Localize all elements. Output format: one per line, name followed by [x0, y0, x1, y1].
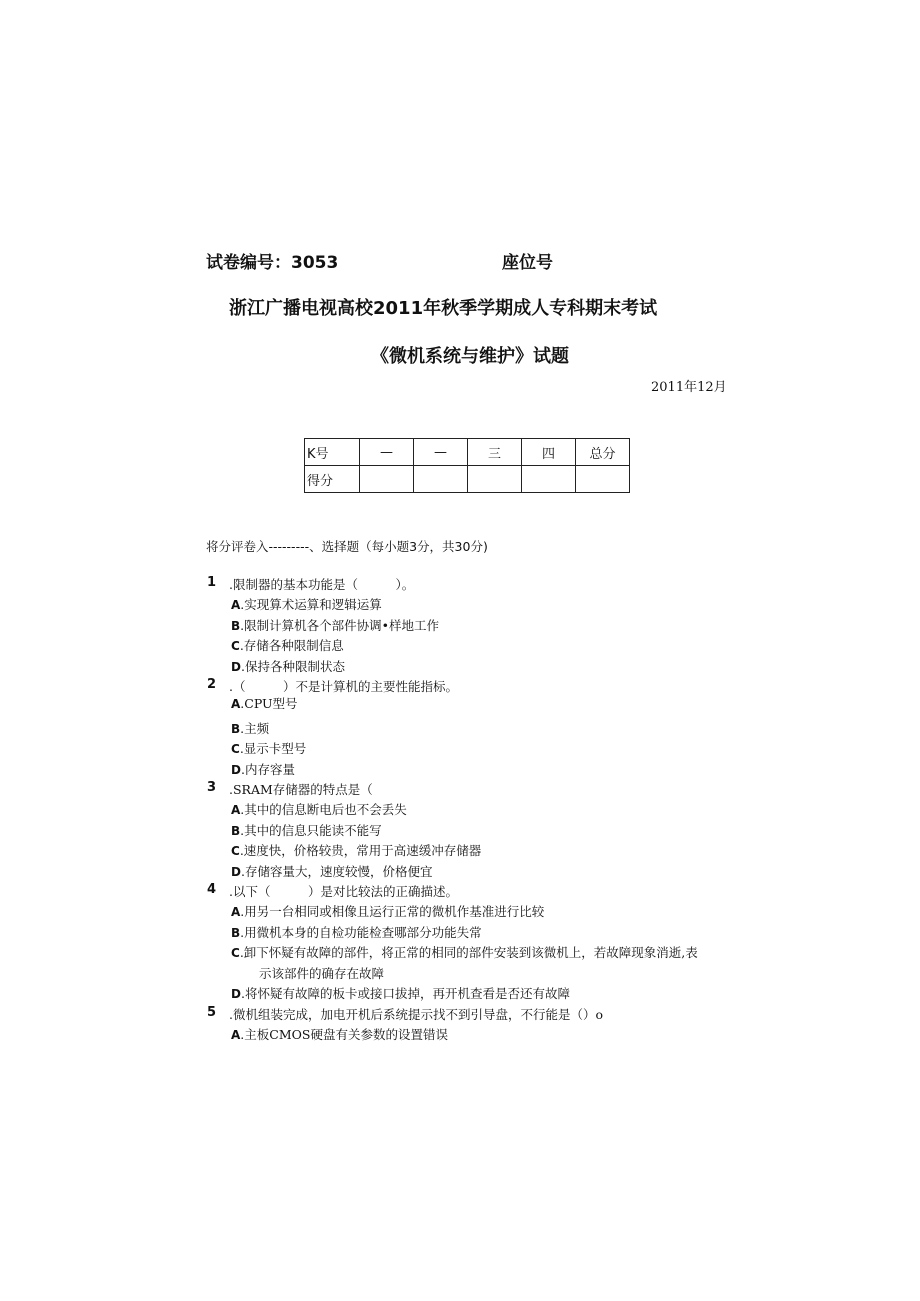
option-letter: C	[231, 639, 240, 654]
score-table-cell: —	[414, 439, 468, 466]
option-letter: B	[231, 618, 241, 633]
option-text: .其中的信息断电后也不会丢失	[240, 802, 407, 818]
score-input-cell[interactable]	[522, 466, 576, 493]
question-number: 3	[207, 780, 217, 795]
option-b	[231, 719, 269, 737]
option-letter: B	[231, 823, 241, 838]
option-text: .存储各种限制信息	[239, 638, 344, 654]
option-b	[231, 616, 439, 634]
option-text: .限制计算机各个部件协调•样地工作	[240, 617, 440, 633]
option-a	[231, 595, 382, 613]
option-letter: D	[231, 659, 241, 674]
option-text: .显示卡型号	[239, 741, 307, 757]
score-table-cell: —	[360, 439, 414, 466]
option-letter: B	[231, 722, 241, 736]
question-stem: .限制器的基本功能是（ ）。	[229, 577, 415, 592]
exam-date: 2011年12月	[651, 380, 727, 395]
option-d	[231, 984, 570, 1002]
option-text: .保持各种限制状态	[240, 658, 345, 674]
option-text: .用另一台相同或相像且运行正常的微机作基准进行比较	[240, 904, 545, 920]
option-text: 示该部件的确存在故障	[259, 965, 385, 981]
option-letter: D	[231, 864, 241, 879]
option-letter: A	[231, 697, 241, 711]
option-letter: A	[231, 1028, 241, 1043]
question-stem: .（ ）不是计算机的主要性能指标。	[229, 679, 458, 694]
score-table-cell: 四	[522, 439, 576, 466]
score-table-score-row	[305, 466, 630, 493]
option-text: .其中的信息只能读不能写	[240, 822, 382, 838]
option-d	[231, 760, 295, 778]
option-letter: C	[231, 946, 240, 961]
option-text: .用微机本身的自检功能检查哪部分功能失常	[240, 924, 482, 940]
exam-subtitle: 《微机系统与维护》试题	[371, 346, 569, 367]
score-input-cell[interactable]	[468, 466, 522, 493]
exam-title: 浙江广播电视高校2011年秋季学期成人专科期末考试	[229, 298, 658, 319]
option-text: .主频	[240, 721, 270, 736]
option-letter: A	[231, 905, 241, 920]
question-stem: .微机组装完成，加电开机后系统提示找不到引导盘，不行能是（）o	[229, 1007, 604, 1022]
option-text: .速度快，价格较贵，常用于高速缓冲存储器	[239, 843, 482, 859]
score-table-cell: 总分	[576, 439, 630, 466]
option-text: .内存容量	[240, 761, 295, 777]
score-table	[304, 438, 630, 493]
option-b	[231, 821, 382, 839]
question-stem: .SRAM存储器的特点是（	[229, 782, 373, 797]
score-table-header-row	[305, 439, 630, 466]
question-number: 5	[207, 1005, 217, 1020]
option-d	[231, 657, 345, 675]
option-a	[231, 694, 298, 712]
score-table-cell: 得分	[305, 466, 360, 493]
option-text: .主板CMOS硬盘有关参数的设置错误	[240, 1027, 448, 1043]
option-text: .实现算术运算和逻辑运算	[240, 597, 382, 613]
question-stem: .以下（ ）是对比较法的正确描述。	[229, 884, 458, 899]
option-letter: D	[231, 762, 241, 777]
option-text: .CPU型号	[240, 696, 298, 711]
option-letter: A	[231, 598, 241, 613]
score-input-cell[interactable]	[360, 466, 414, 493]
option-b	[231, 923, 482, 941]
option-text: .存储容量大，速度较慢，价格便宜	[240, 863, 433, 879]
paper-number: 试卷编号：3053	[206, 253, 339, 273]
option-a	[231, 800, 407, 818]
score-input-cell[interactable]	[576, 466, 630, 493]
option-c	[231, 636, 344, 654]
question-number: 4	[207, 882, 217, 897]
option-letter: C	[231, 742, 240, 757]
option-a	[231, 1025, 448, 1043]
score-table-cell: 三	[468, 439, 522, 466]
option-d	[231, 862, 432, 880]
seat-number-label: 座位号	[502, 253, 553, 273]
score-input-cell[interactable]	[414, 466, 468, 493]
score-table-cell: K号	[305, 439, 360, 466]
option-text: .卸下怀疑有故障的部件，将正常的相同的部件安装到该微机上，若故障现象消逝,表	[239, 945, 698, 961]
section-heading: 将分评卷入---------、选择题（每小题3分，共30分)	[206, 539, 488, 554]
question-number: 1	[207, 575, 217, 590]
option-a	[231, 902, 544, 920]
option-letter: A	[231, 803, 241, 818]
option-c	[231, 739, 306, 757]
option-text: .将怀疑有故障的板卡或接口拔掉，再开机查看是否还有故障	[240, 986, 570, 1001]
option-letter: D	[231, 987, 241, 1001]
option-c	[231, 841, 481, 859]
option-continuation	[259, 964, 384, 982]
option-c	[231, 943, 698, 961]
question-number: 2	[207, 677, 217, 692]
option-letter: B	[231, 925, 241, 940]
option-letter: C	[231, 844, 240, 859]
